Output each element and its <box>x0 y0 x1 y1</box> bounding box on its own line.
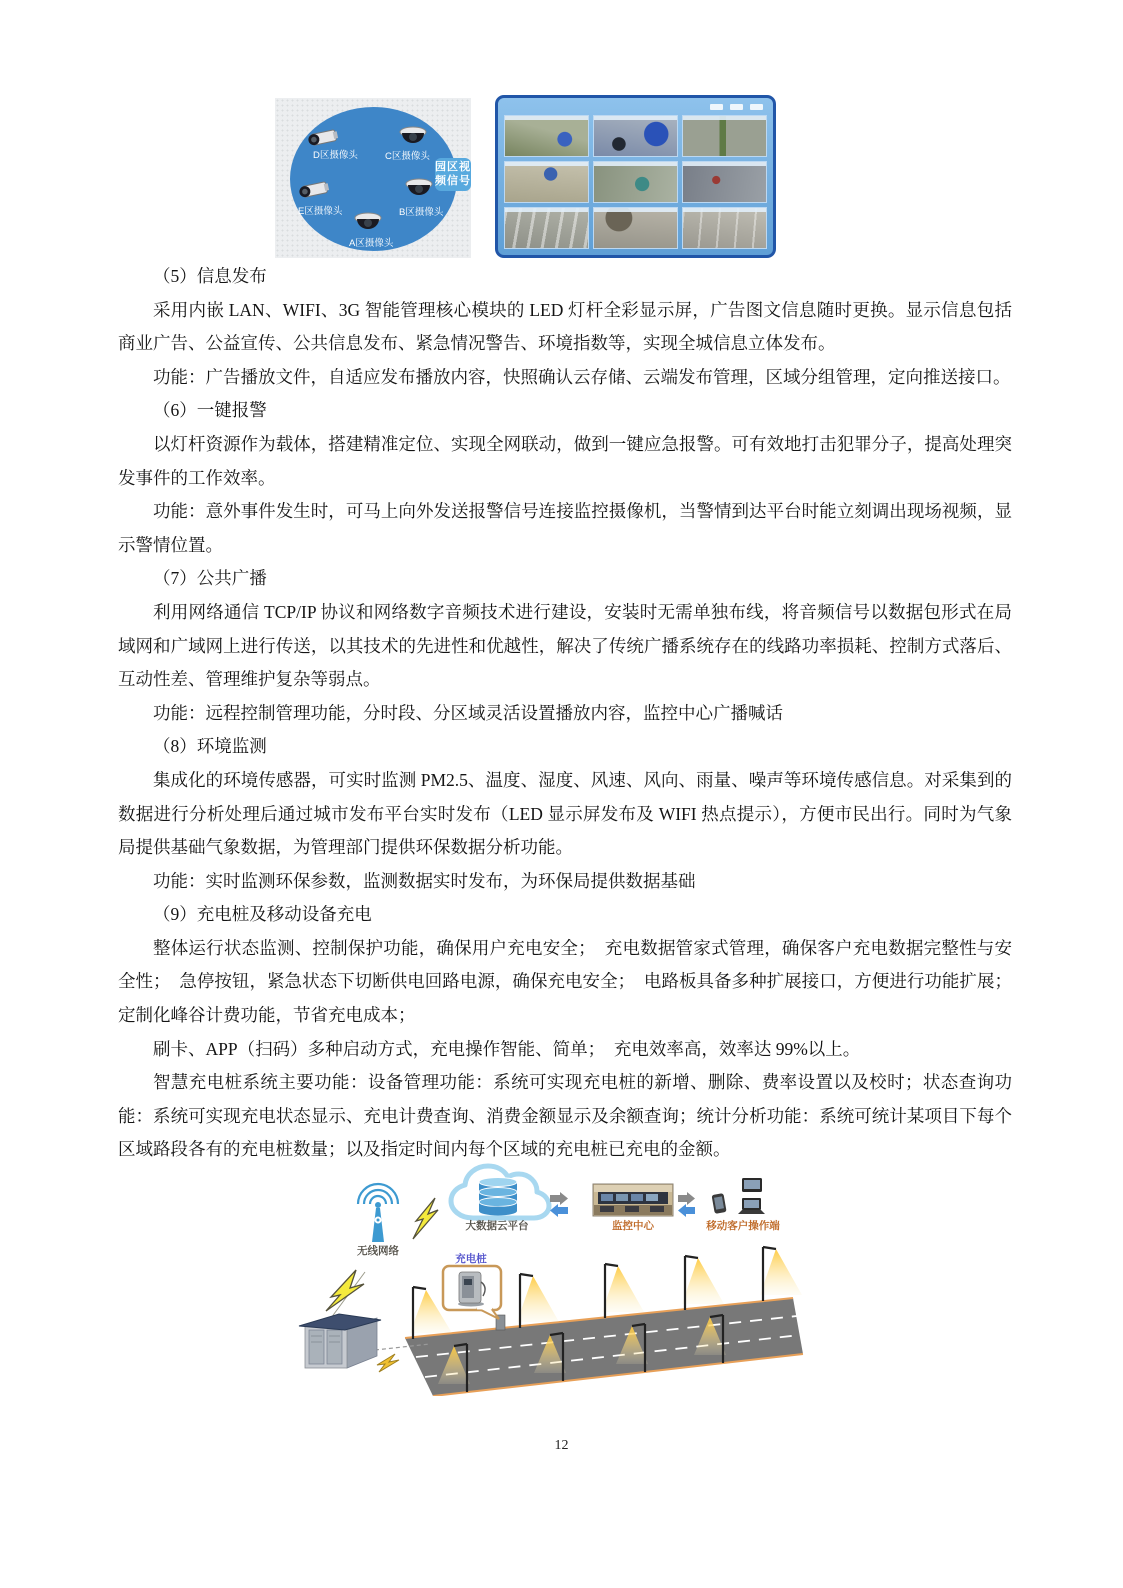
dome-camera-icon <box>399 176 439 202</box>
charging-pile-icon <box>458 1272 485 1307</box>
paragraph: 智慧充电桩系统主要功能：设备管理功能：系统可实现充电桩的新增、删除、费率设置以及校时；状态查询功能：系统可实现充电状态显示、充电计费查询、消费金额显示及余额查询；统计分析功能：系统可统计某项目下每个区域路段各有的充电桩数量；以及指定时间内每个区域的充电桩已充电的金额。 <box>118 1072 1012 1160</box>
data-exchange-arrows <box>550 1192 568 1217</box>
charging-pile-callout <box>443 1266 501 1319</box>
cloud-platform-icon <box>451 1166 549 1218</box>
camera-label: E区摄像头 <box>298 206 343 217</box>
charging-pile-label: 充电桩 <box>455 1253 487 1265</box>
traffic-video-cell <box>504 115 589 157</box>
paragraph: 刷卡、APP（扫码）多种启动方式，充电操作智能、简单； 充电效率高，效率达 99%以上。 <box>153 1038 861 1059</box>
paragraph: 功能：实时监测环保参数，监测数据实时发布，为环保局提供数据基础 <box>153 870 696 891</box>
park-video-signal-tag: 园区视频信号 <box>435 158 471 191</box>
traffic-video-cell <box>682 161 767 203</box>
paragraph: 集成化的环境传感器，可实时监测 PM2.5、温度、湿度、风速、风向、雨量、噪声等环境传感信息。对采集到的数据进行分析处理后通过城市发布平台实时发布（LED 显示屏发布及 WIFI 热点提示），方便市民出行。同时为气象局提供基础气象数据，为管理部门提供环保数据分析功能。 <box>118 769 1012 858</box>
camera-label: B区摄像头 <box>399 207 444 218</box>
section-heading: （7）公共广播 <box>153 568 267 589</box>
data-exchange-arrows <box>678 1192 695 1217</box>
traffic-video-cell <box>682 207 767 249</box>
camera-label: C区摄像头 <box>385 151 430 162</box>
lightning-icon <box>413 1198 438 1239</box>
wireless-network-icon <box>358 1184 398 1242</box>
section-heading: （9）充电桩及移动设备充电 <box>153 904 372 925</box>
substation-icon <box>299 1314 381 1368</box>
mobile-client-label: 移动客户操作端 <box>706 1220 780 1232</box>
camera-zones-figure <box>275 98 471 258</box>
bullet-camera-icon <box>295 178 335 204</box>
page-number: 12 <box>554 1438 569 1453</box>
traffic-video-cell <box>593 207 678 249</box>
toolbar-icon <box>710 104 723 110</box>
cloud-platform-label: 大数据云平台 <box>465 1220 529 1232</box>
section-heading: （6）一键报警 <box>153 400 267 421</box>
lightning-icon-small <box>377 1354 399 1372</box>
paragraph: 整体运行状态监测、控制保护功能，确保用户充电安全； 充电数据管家式管理，确保客户充电数据完整性与安全性； 急停按钮，紧急状态下切断供电回路电源，确保充电安全； 电路板具备多种扩展接口，方便进行功能扩展；定制化峰谷计费功能，节省充电成本； <box>118 937 1012 1026</box>
camera-label: A区摄像头 <box>349 238 394 249</box>
section-heading: （5）信息发布 <box>153 266 267 286</box>
document-text <box>118 260 1012 1167</box>
toolbar-icon <box>730 104 743 110</box>
traffic-video-cell <box>593 161 678 203</box>
paragraph: 以灯杆资源作为载体，搭建精准定位、实现全网联动，做到一键应急报警。可有效地打击犯罪分子，提高处理突发事件的工作效率。 <box>118 433 1012 488</box>
camera-label: D区摄像头 <box>313 150 358 161</box>
wireless-network-label: 无线网络 <box>357 1245 399 1257</box>
paragraph: 功能：远程控制管理功能，分时段、分区域灵活设置播放内容，监控中心广播喊话 <box>153 702 783 723</box>
section-heading: （8）环境监测 <box>153 736 267 757</box>
video-wall-grid <box>504 115 767 249</box>
video-wall-figure <box>495 95 776 258</box>
paragraph: 功能：广告播放文件，自适应发布播放内容，快照确认云存储、云端发布管理，区域分组管理，定向推送接口。 <box>153 366 1011 387</box>
paragraph: 采用内嵌 LAN、WIFI、3G 智能管理核心模块的 LED 灯杆全彩显示屏，广告图文信息随时更换。显示信息包括商业广告、公益宣传、公共信息发布、紧急情况警告、环境指数等，实现全城信息立体发布。 <box>118 299 1012 354</box>
monitoring-center-image <box>593 1184 673 1216</box>
toolbar-icon <box>750 104 763 110</box>
traffic-video-cell <box>504 161 589 203</box>
paragraph: 功能：意外事件发生时，可马上向外发送报警信号连接监控摄像机，当警情到达平台时能立刻调出现场视频，显示警情位置。 <box>118 501 1012 555</box>
lightning-icon <box>326 1270 364 1311</box>
traffic-video-cell <box>682 115 767 157</box>
video-wall-toolbar <box>498 98 773 114</box>
charging-system-figure <box>295 1158 810 1396</box>
dome-camera-icon <box>393 124 433 150</box>
traffic-video-cell <box>504 207 589 249</box>
monitoring-center-label: 监控中心 <box>612 1220 654 1232</box>
mobile-client-icons <box>712 1178 765 1214</box>
dome-camera-icon <box>348 210 388 236</box>
traffic-video-cell <box>593 115 678 157</box>
paragraph: 利用网络通信 TCP/IP 协议和网络数字音频技术进行建设，安装时无需单独布线，将音频信号以数据包形式在局域网和广域网上进行传送，以其技术的先进性和优越性，解决了传统广播系统存在的线路功率损耗、控制方式落后、互动性差、管理维护复杂等弱点。 <box>118 601 1012 690</box>
